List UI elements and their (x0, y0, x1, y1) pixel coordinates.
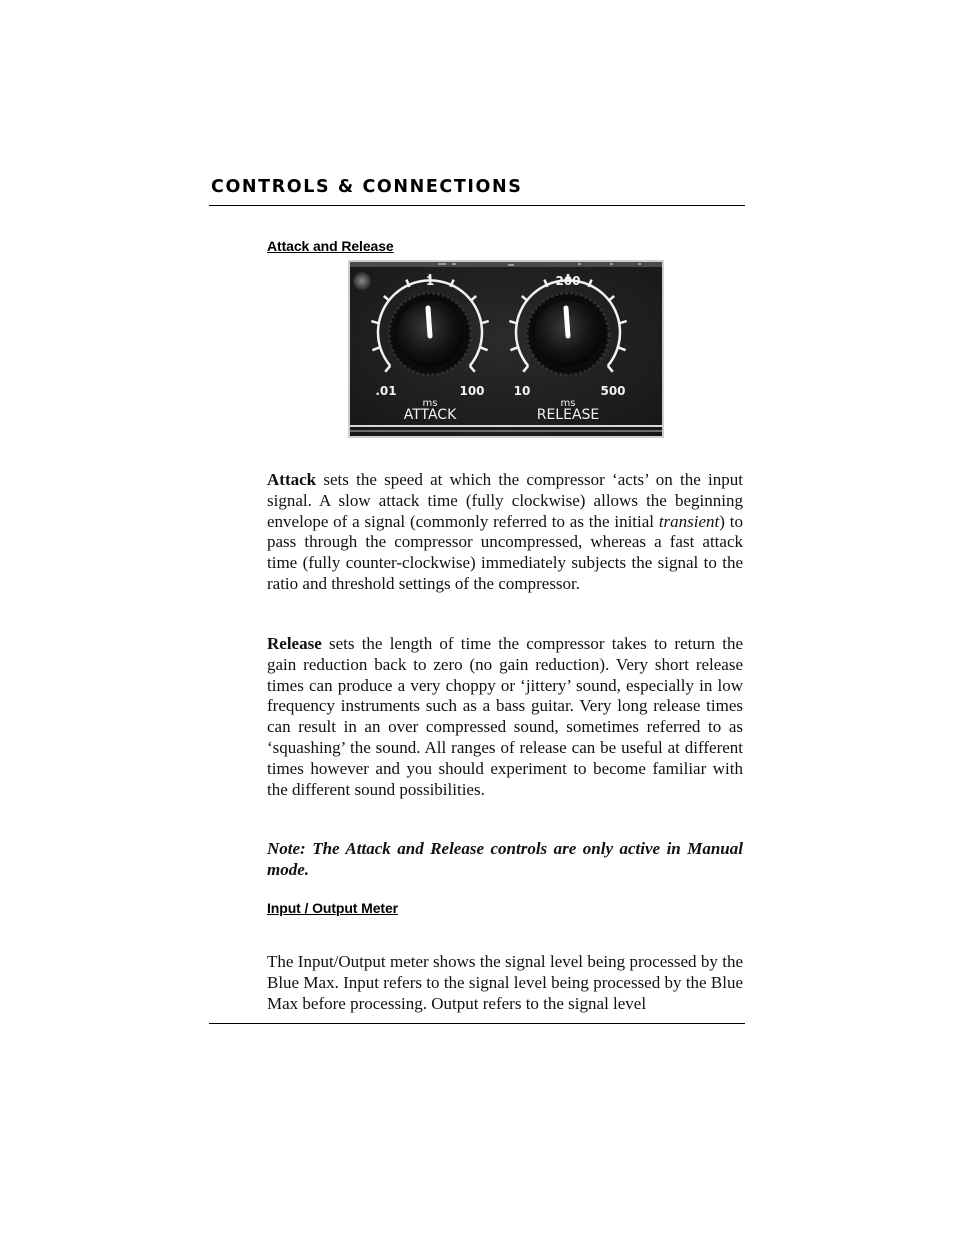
attack-min-label: .01 (375, 384, 397, 398)
release-knob-pointer (566, 308, 568, 336)
release-paragraph (267, 634, 743, 800)
attack-paragraph (267, 470, 743, 595)
meter-heading: Input / Output Meter (267, 900, 398, 916)
attack-term: Attack (267, 470, 317, 489)
release-unit-label: ms (560, 398, 576, 409)
attack-text-a: sets the speed at which the compressor ‘acts’ on the input signal. A slow attack time (fully clockwise) allows the beginning envelope of a signal (commonly referred to as the initial (267, 470, 743, 531)
attack-label: ATTACK (403, 407, 457, 423)
attack-max-label: 100 (459, 384, 485, 398)
attack-release-panel-image (348, 260, 664, 438)
release-term: Release (267, 634, 322, 653)
attack-knob-pointer (428, 308, 430, 336)
release-max-label: 500 (600, 384, 626, 398)
attack-text-b: ) to pass through the compressor uncompressed, whereas a fast attack time (fully counter-clockwise) immediately subjects the signal to the ratio and threshold settings of the compressor. (267, 511, 743, 593)
release-label: RELEASE (536, 407, 600, 423)
page-section-title: CONTROLS & CONNECTIONS (211, 177, 523, 197)
transient-term: transient (658, 511, 720, 531)
header-rule (209, 205, 745, 206)
note-paragraph: Note: The Attack and Release controls are only active in Manual mode. (267, 839, 743, 879)
attack-top-value: 1 (425, 274, 435, 288)
release-top-value: 200 (555, 274, 581, 288)
status-led-icon (353, 272, 371, 290)
meter-paragraph: The Input/Output meter shows the signal level being processed by the Blue Max. Input refers to the signal level being processed by the Blue Max before processing. Output refers to the signal level (267, 952, 743, 1013)
footer-rule (209, 1023, 745, 1024)
release-text: sets the length of time the compressor takes to return the gain reduction back to zero (no gain reduction). Very short release times can produce a very choppy or ‘jittery’ sound, especially in low frequency instruments such as a bass guitar. Very long release times can result in an over compressed sound, sometimes referred to as ‘squashing’ the sound. All ranges of release can be useful at different times however and you should experiment to become familiar with the different sound possibilities. (267, 634, 743, 799)
attack-unit-label: ms (422, 398, 438, 409)
release-min-label: 10 (513, 384, 531, 398)
attack-release-heading: Attack and Release (267, 238, 394, 254)
